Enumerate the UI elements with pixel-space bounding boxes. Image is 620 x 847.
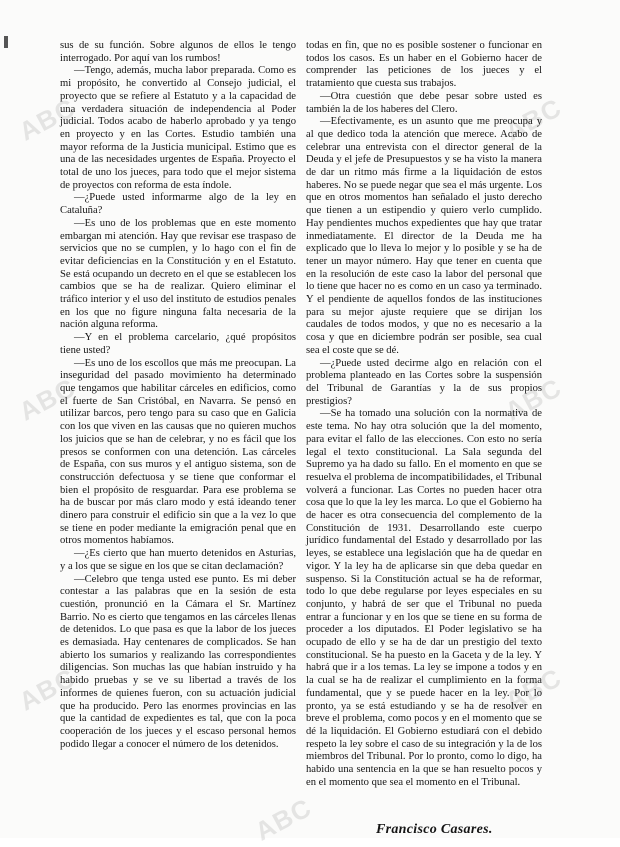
abc-watermark: ABC [500,662,567,717]
article-paragraph: —¿Puede usted informarme algo de la ley en Cataluña? [60,192,296,217]
abc-watermark: ABC [14,92,81,147]
article-column-right [306,40,542,789]
article-paragraph: —Es uno de los problemas que en este momento embargan mi atención. Hay que revisar ese traspaso de servicios que no se cumplen, y lo hago con el fin de evitar deficiencias en la Constitución y en el Estatuto. Se está ocupando un decreto en el que se establecen los cambios que se ha de realizar. Quiero eliminar el tráfico interior y el uso del instituto de estudios penales en los que no figure ninguna falta necesaria de la nación alguna reforma. [60,217,296,331]
abc-watermark: ABC [14,372,81,427]
article-column-left [60,40,296,751]
author-signature: Francisco Casares. [376,822,493,837]
article-paragraph: todas en fin, que no es posible sostener o funcionar en todos los casos. Es un haber en el Gobierno hacer de comprender las peticiones de los jueces y el tratamiento que cuesta sus trabajos. [306,40,542,90]
article-paragraph: —Se ha tomado una solución con la normativa de este tema. No hay otra solución que la del momento, para evitar el fallo de las elecciones. Con esto no sería legal el texto constitucional. La Sala segunda del Supremo ya ha dado su fallo. En el momento en que se resuelva el problema de incompatibilidades, el Tribunal volverá a funcionar. Las Cortes no pueden hacer otra cosa que lo que la ley les marca. Lo que el Gobierno ha de hacer es otra consecuencia del complemento de la Constitución de 1931. Desarrollando este cuerpo jurídico fundamental del Estado y desarrollado por las leyes, se establece una legislación que ha de quedar en vigor. Y la ley ha de aplicarse sin que deba quedar en suspenso. Si la Constitución actual se ha de reformar, todo lo que debe regularse por leyes especiales en su conjunto, y habrá de ser que el Tribunal no pueda entrar a funcionar y en los que se tiene en su forma de proceder a los diputados. El Poder legislativo se ha ocupado de ello y se ha de dar un prestigio del texto constitucional. Se ha puesto en la Gaceta y de la ley. Y habrá que ir a los temas. La ley se impone a todos y en la cual se ha de realizar el cumplimiento en la forma fundamental, que y se puede hacer en la ley. Por lo pronto, ya se está estudiando y se ha de resolver en breve el problema, como pocos y en el momento que se dé la liquidación. El Gobierno estudiará con el debido respeto la ley sobre el caso de su integración y la de los miembros del Tribunal. Por lo pronto, como lo digo, ha habido una sentencia en la que se han resuelto pocos y en el momento que sea el momento en el Tribunal. [306,408,542,788]
abc-watermark: ABC [250,792,317,847]
article-paragraph: —Es uno de los escollos que más me preocupan. La inseguridad del pasado movimiento ha determinado que tengamos que habilitar cárceles en edificios, como el fuerte de San Cristóbal, en Navarra. Se pensó en utilizar barcos, pero tengo para su caso que en Galicia con los que viven en las causas que no quieren muchos los juicios que se han de celebrar, y no es fácil que los presos se conformen con una detención. Las cárceles de España, con sus muros y el antiguo sistema, son de construcción defectuosa y se tiene que conformar el bien el propósito de resguardar. Para ese problema se ha de buscar por más claro modo y está ideando tener dinero para construir el edificio sin que a la vez lo que se tiene en poder mediante la emigración penal que en otros momentos habíamos. [60,357,296,547]
article-paragraph: —Celebro que tenga usted ese punto. Es mi deber contestar a las palabras que en la sesión de esta cuestión, pronunció en la Cámara el Sr. Martínez Barrio. No es cierto que tengamos en las cárceles llenas de detenidos. Lo que pasa es que la labor de los jueces es demasiada. Hay centenares de complicados. Se han abierto los sumarios y realizando las correspondientes diligencias. Son muchas las que habían instruido y ha habido pruebas y se ve su libertad a través de los informes de quienes fueron, con su actuación judicial que ha producido. Pero las enormes provincias en las que la cantidad de expedientes es tal, que con la poca cooperación de los jueces y el escaso personal hemos podido llegar a conocer el número de los detenidos. [60,573,296,750]
abc-watermark: ABC [500,372,567,427]
article-paragraph: —Efectivamente, es un asunto que me preocupa y al que dedico toda la atención que merece. Acabo de celebrar una entrevista con el director general de la Deuda y el jefe de Presupuestos y se ha visto la manera de dar un ritmo más firme a la liquidación de estos haberes. No se puede negar que sea el más urgente. Los que en otros momentos han señalado el justo derecho que tienen a un estipendio y quiero verlo cumplido. Hay pendientes muchos expedientes que hay que tratar inmediatamente. El director de la Deuda me ha explicado que lo lleva lo mejor y lo posible y se ha de tener un mayor número. Hay que tener en cuenta que en la resolución de este caso la labor del personal que lo tiene que hacer no es como en un caso ya terminado. Y el pendiente de aquellos fondos de las instituciones para su mejor ajuste requiere que se dirijan los caudales de todos modos, y que no es necesario a la cosa y que en diciembre podrán ser posible, sea cual sea el coste que se dé. [306,116,542,356]
article-paragraph: —¿Puede usted decirme algo en relación con el problema planteado en las Cortes sobre la suspensión del Tribunal de Garantías y la de sus propios prestigios? [306,357,542,407]
article-paragraph: sus de su función. Sobre algunos de ellos le tengo interrogado. Por aquí van los rumbos! [60,40,296,64]
page-edge-mark [4,36,8,48]
abc-watermark: ABC [500,92,567,147]
article-paragraph: —¿Es cierto que han muerto detenidos en Asturias, y a los que se sigue en los que se citan declamación? [60,548,296,572]
article-paragraph: —Tengo, además, mucha labor preparada. Como es mi propósito, he convertido al Consejo judicial, el proyecto que se refiere al Estatuto y a la capacidad de una verdadera situación de independencia al Poder judicial. Todos acabo de haberlo aprobado y ya tengo en proyecto y en las Cortes. Estudio también una mayor reforma de la Justicia municipal. Estimo que es una de las necesidades urgentes de España. Proyecto el total de uno los jueces, para todo que el mejor sistema de proyectos con reforma de esta índole. [60,65,296,191]
abc-watermark: ABC [14,662,81,717]
article-paragraph: —Y en el problema carcelario, ¿qué propósitos tiene usted? [60,332,296,356]
article-paragraph: —Otra cuestión que debe pesar sobre usted es también la de los haberes del Clero. [306,90,542,115]
